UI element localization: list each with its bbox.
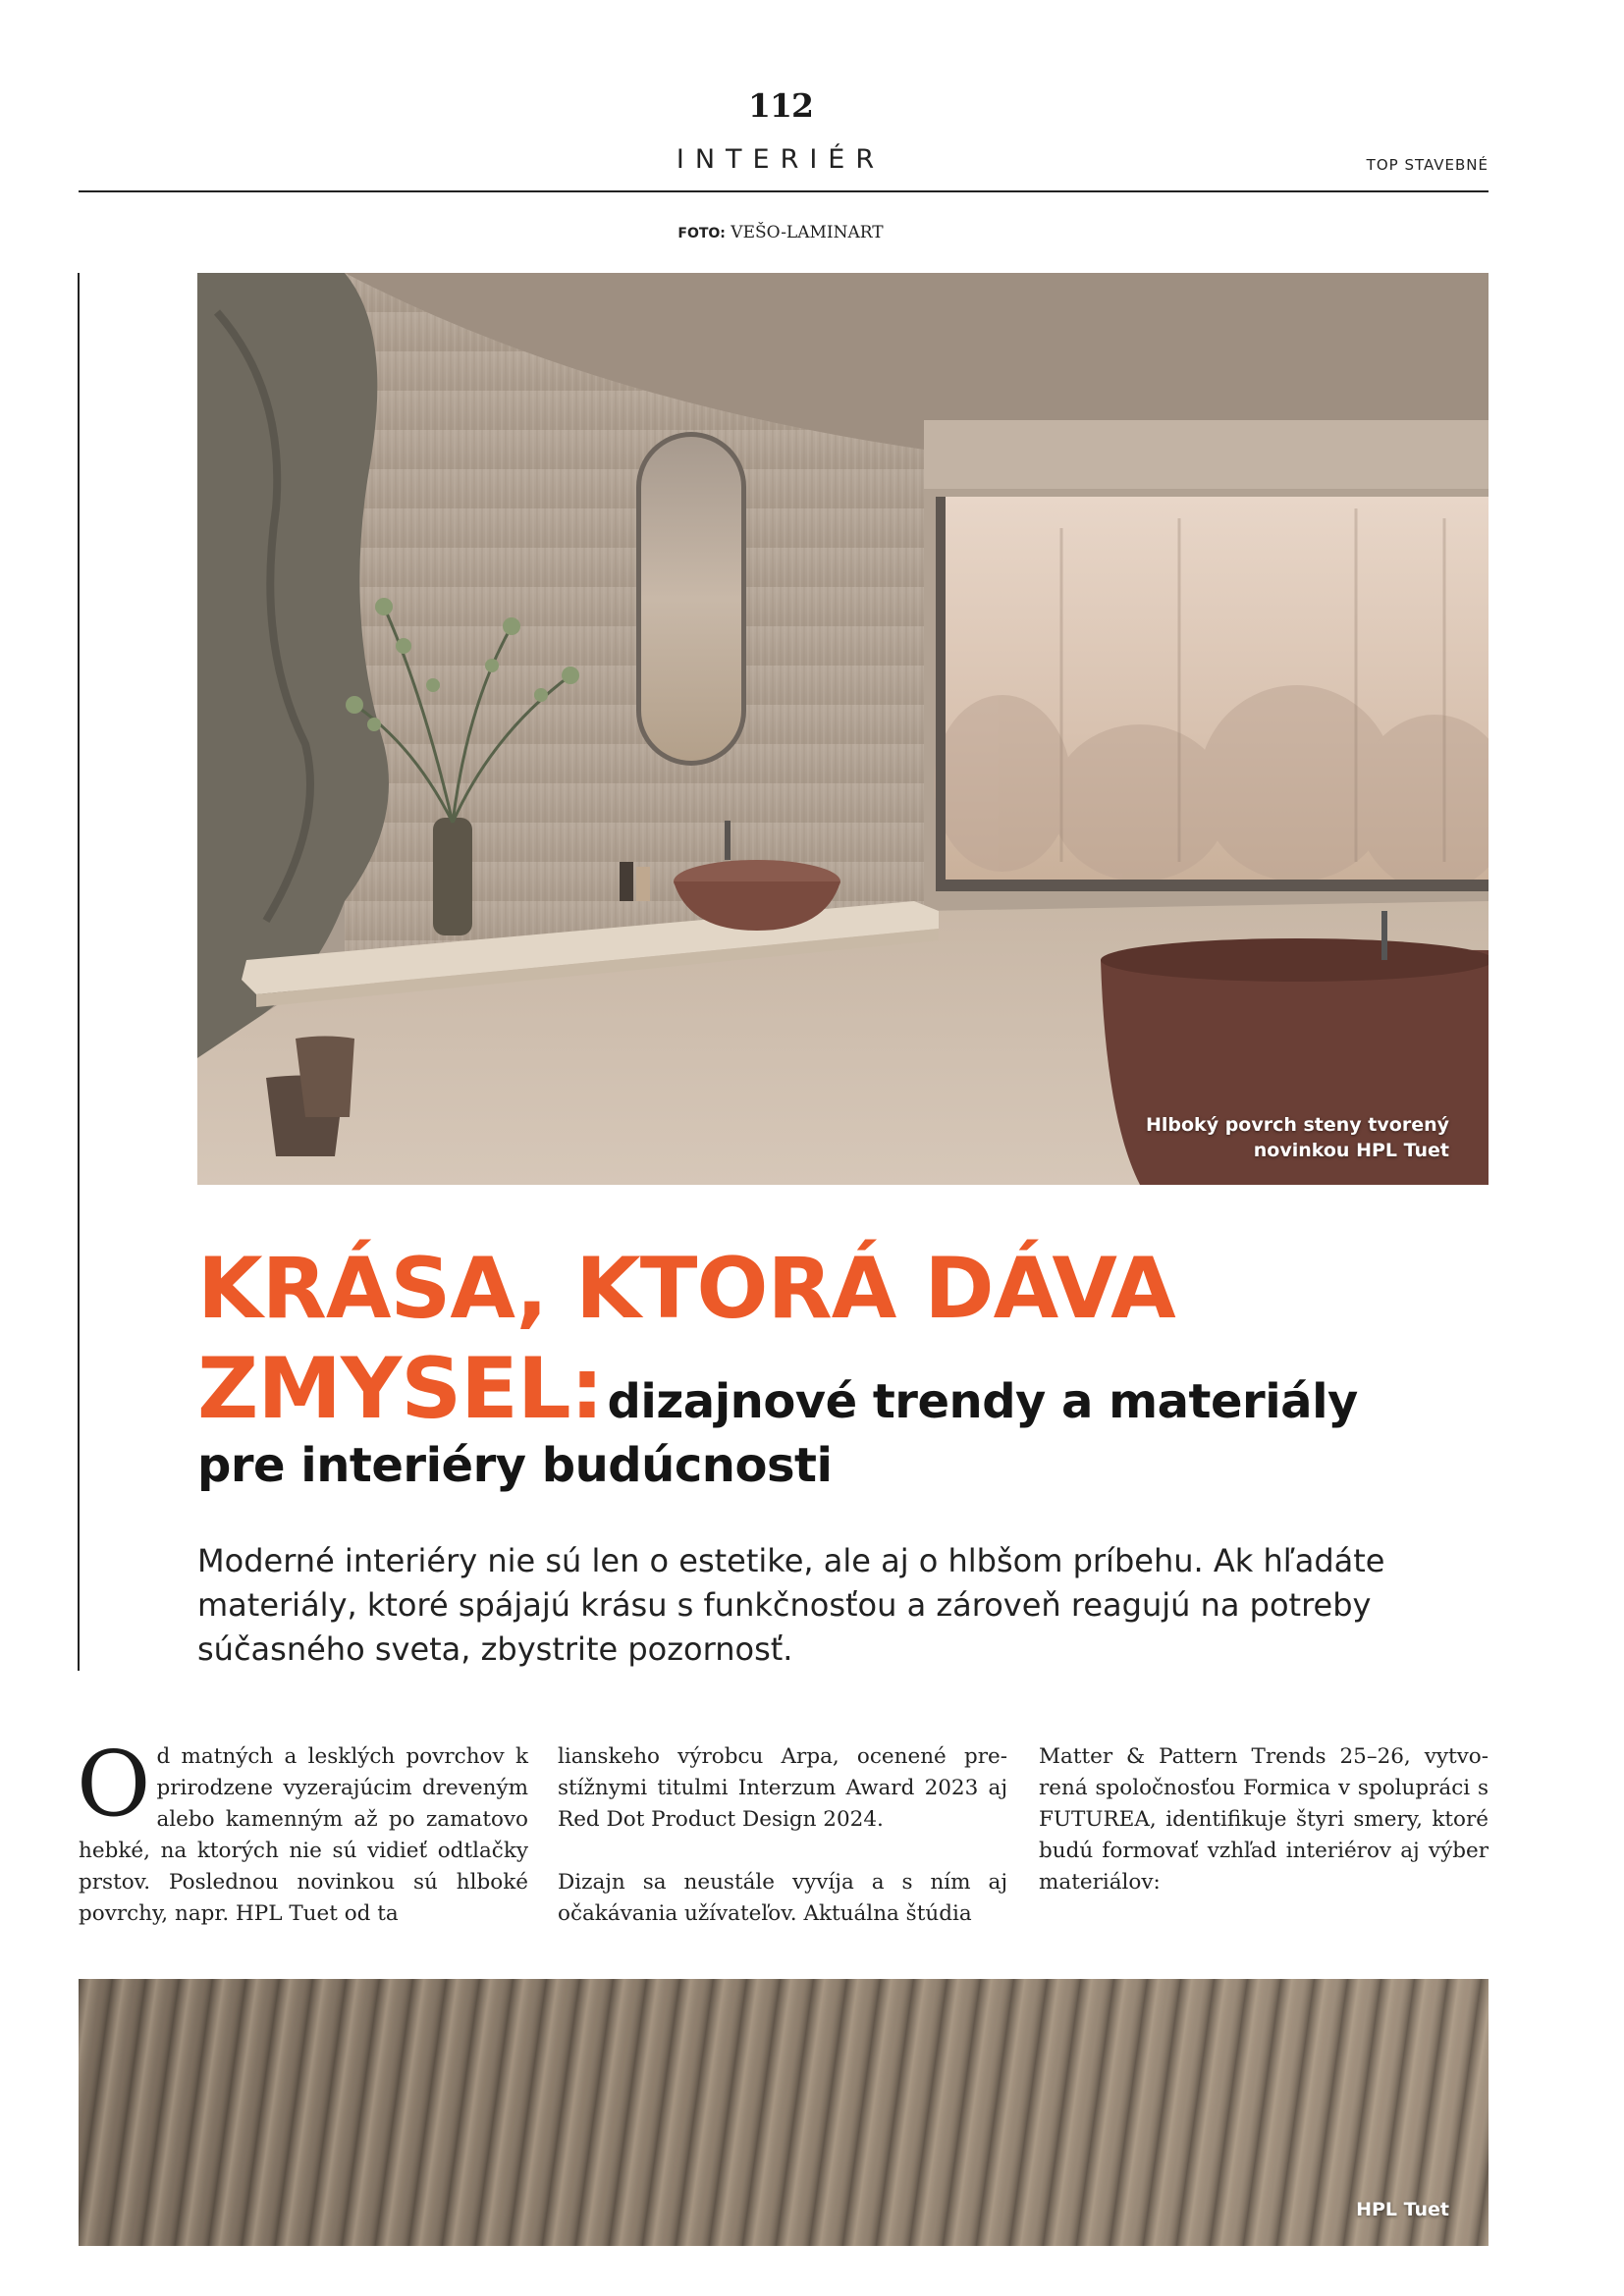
dropcap: O [77,1732,151,1837]
page-number: 112 [748,86,813,125]
hero-caption-line1: Hlboký povrch steny tvorený [1145,1114,1449,1136]
column-3-paragraph: Matter & Pattern Trends 25–26, vytvorená spoločnosťou Formica v spolupráci s FUTUREA, identifikuje štyri smery, ktoré budú formovať vzhľad interiérov aj výber materiálov: [1039,1744,1489,1895]
publication-name: TOP STAVEBNÉ [1366,156,1489,174]
column-1-text: d matných a lesklých povrchov k prirodzene vyzerajúcim dreveným alebo kamenným až po zamatovo hebké, na ktorých nie sú vidieť odtlačky prstov. Poslednou novinkou sú hlboké povrchy, napr. HPL Tuet od ta [79,1744,528,1926]
hpl-tuet-caption: HPL Tuet [1356,2199,1449,2220]
column-2-paragraph-1: lianskeho výrobcu Arpa, ocenené prestížnymi titulmi Interzum Award 2023 aj Red Dot Product Design 2024. [558,1744,1007,1832]
article-column-1 [77,1732,528,1930]
hero-image [197,273,1489,1185]
headline-subtitle-part1: dizajnové trendy a materiály [607,1374,1358,1429]
hpl-tuet-image [79,1979,1489,2246]
column-2-paragraph-2: Dizajn sa neustále vyvíja a s ním aj očakávania užívateľov. Aktuálna štúdia [558,1870,1007,1926]
hero-caption-line2: novinkou HPL Tuet [1253,1140,1449,1161]
headline-line2: ZMYSEL: [197,1340,604,1438]
section-title: INTERIÉR [676,144,886,175]
hero-caption [1146,1112,1449,1163]
wood-texture [79,1979,1489,2246]
header-divider [79,190,1489,192]
headline [197,1239,1503,1496]
bathroom-illustration [197,273,1489,1185]
article-column-2 [558,1741,1007,1961]
photo-credit-label: FOTO: [677,226,726,241]
side-rule [78,273,80,1671]
photo-credit [0,223,1561,242]
headline-line1: KRÁSA, KTORÁ DÁVA [197,1240,1175,1338]
photo-credit-value: VEŠO-LAMINART [731,223,884,242]
headline-subtitle-part2: pre interiéry budúcnosti [197,1438,833,1493]
article-column-3 [1039,1741,1489,1930]
lead-paragraph: Moderné interiéry nie sú len o estetike, ale aj o hlbšom príbehu. Ak hľadáte materiály, ktoré spájajú krásu s funkčnosťou a zároveň reagujú na potreby súčasného sveta, zbystrite pozornosť. [197,1542,1385,1668]
